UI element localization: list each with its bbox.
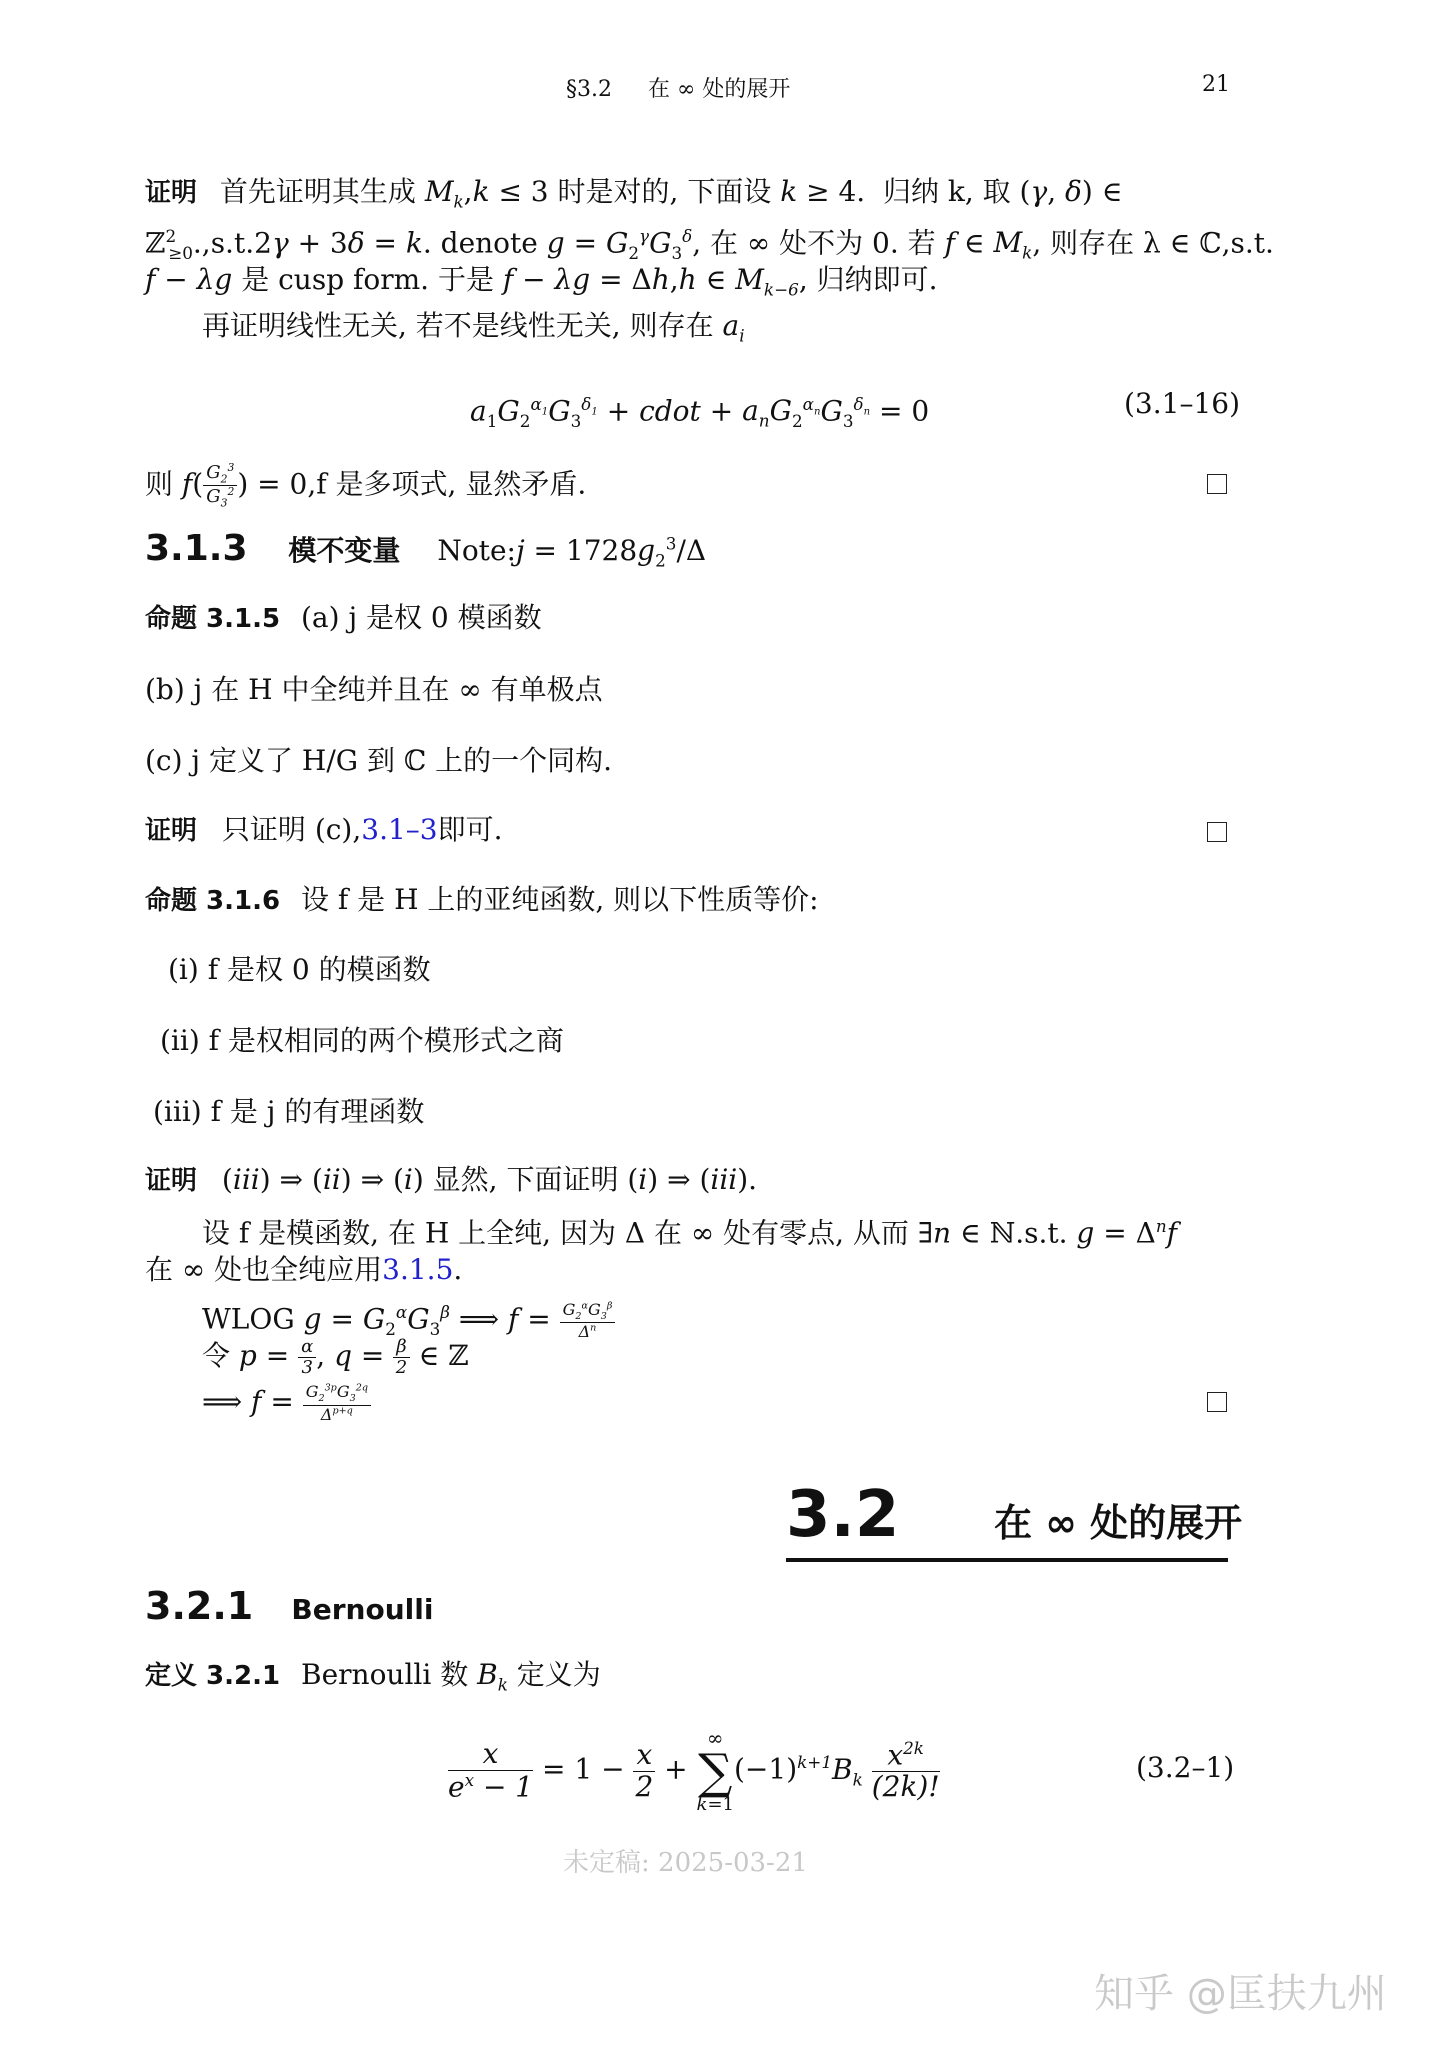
proof2-text: 只证明 (c), <box>221 813 362 846</box>
qed-box <box>1207 474 1227 494</box>
prop-label: 命题 3.1.6 <box>145 886 281 916</box>
proof-label: 证明 <box>145 816 198 846</box>
subsection-3-2-1 <box>145 1584 433 1628</box>
prop-3-1-6 <box>145 880 819 921</box>
proof3-line2: 设 f 是模函数, 在 H 上全纯, 因为 Δ 在 ∞ 处有零点, 从而 ∃n ∈ ℕ.s.t. $g = \Delta^nf$ <box>202 1216 1178 1250</box>
subsection-number: 3.1.3 <box>145 528 248 569</box>
prop-3-1-5 <box>145 598 542 639</box>
subsection-title: Bernoulli <box>291 1593 434 1626</box>
proof3-period: . <box>453 1253 463 1286</box>
header-title: 在 ∞ 处的展开 <box>648 77 791 102</box>
proof2-tail: 即可. <box>437 813 503 846</box>
proof1-conclusion: 则 f( $\frac{G_2^3}{G_3^2}$ ) = 0,f 是多项式, 显然矛盾. <box>145 461 587 511</box>
proof1-line3: f − λg 是 cusp form. 于是 f − λg = Δh,h ∈ $M_{k-6}$, 归纳即可. <box>145 263 938 300</box>
prop-intro: 设 f 是 H 上的亚纯函数, 则以下性质等价: <box>301 883 819 916</box>
proof3-line1: 证明 (iii) ⇒ (ii) ⇒ (i) 显然, 下面证明 (i) ⇒ (iii). <box>145 1163 758 1196</box>
section-number: 3.2 <box>786 1478 900 1552</box>
prop-item-a: (a) j 是权 0 模函数 <box>301 601 542 634</box>
proof1-line1: 证明 首先证明其生成 $M_k,k \le 3$ 时是对的, 下面设 k ≥ 4. 归纳 k, 取 (γ, δ) ∈ <box>145 175 1123 212</box>
equation-3-1-16: $a_1G_2^{\alpha_1}G_3^{\delta_1}$ + cdot + $a_nG_2^{\alpha_n}G_3^{\delta_n} = 0$ <box>470 394 930 431</box>
proof3-line4: WLOG $g = G_2^\alpha G_3^\beta$ ⟹ f = $\frac{G_2^\alpha G_3^\beta}{\Delta^n}$ <box>202 1292 615 1349</box>
equation-3-2-1: $\frac{x}{e^x - 1}$ = 1 − $\frac{x}{2}$ + ∞ ∑ k=1 $(-1)^{k+1}B_k$ $\frac{x^{2k}}{(2k)!}$ <box>448 1726 940 1815</box>
proof3-line6: ⟹ f = $\frac{G_2^{3p}G_3^{2q}}{\Delta^{p+q}}$ <box>202 1382 371 1424</box>
proof-label: 证明 <box>145 1166 198 1196</box>
proof3-text: 在 ∞ 处也全纯应用 <box>145 1253 383 1286</box>
running-header <box>566 72 790 103</box>
section-rule <box>786 1558 1228 1562</box>
header-section: §3.2 <box>566 77 612 102</box>
ref-link[interactable]: 3.1.5 <box>382 1253 454 1286</box>
prop-item-iii: (iii) f 是 j 的有理函数 <box>153 1095 425 1128</box>
qed-box <box>1207 1392 1227 1412</box>
draft-stamp: 未定稿: 2025-03-21 <box>563 1848 808 1878</box>
prop-label: 命题 3.1.5 <box>145 604 281 634</box>
proof1-line2: ℤ$^2_{\ge 0}$.,s.t.2γ + 3δ = k. denote $g = G_2^\gamma G_3^\delta$, 在 ∞ 处不为 0. 若 f ∈ $M_k$, 则存在 λ ∈ ℂ,s.t. <box>145 226 1274 263</box>
page-number: 21 <box>1202 72 1230 97</box>
qed-box <box>1207 822 1227 842</box>
proof3-line5: 令 p = $\frac{\alpha}{3}$ , q = $\frac{\beta}{2}$ ∈ ℤ <box>202 1336 469 1378</box>
proof3-line3 <box>145 1250 462 1290</box>
prop-item-i: (i) f 是权 0 的模函数 <box>168 953 431 986</box>
section-3-2 <box>786 1478 1242 1552</box>
proof-label: 证明 <box>145 178 198 208</box>
def-3-2-1: 定义 3.2.1 Bernoulli 数 $B_k$ 定义为 <box>145 1658 601 1695</box>
proof2 <box>145 810 503 851</box>
subsection-number: 3.2.1 <box>145 1584 254 1628</box>
ref-link[interactable]: 3.1–3 <box>361 813 438 846</box>
prop-item-b: (b) j 在 H 中全纯并且在 ∞ 有单极点 <box>145 673 603 706</box>
zhihu-watermark: 知乎 @匡扶九州 <box>1094 1971 1387 2017</box>
subsection-title: 模不变量 <box>288 534 401 567</box>
section-title: 在 ∞ 处的展开 <box>994 1501 1243 1545</box>
prop-item-c: (c) j 定义了 H/G 到 ℂ 上的一个同构. <box>145 744 613 777</box>
proof1-line4: 再证明线性无关, 若不是线性无关, 则存在 $a_i$ <box>202 309 745 346</box>
equation-number: (3.1–16) <box>1124 387 1241 420</box>
equation-number: (3.2–1) <box>1136 1751 1235 1784</box>
prop-item-ii: (ii) f 是权相同的两个模形式之商 <box>160 1024 564 1057</box>
def-label: 定义 3.2.1 <box>145 1661 281 1691</box>
subsection-3-1-3: 3.1.3 模不变量 Note:j = $1728g_2^3/\Delta$ <box>145 528 707 571</box>
